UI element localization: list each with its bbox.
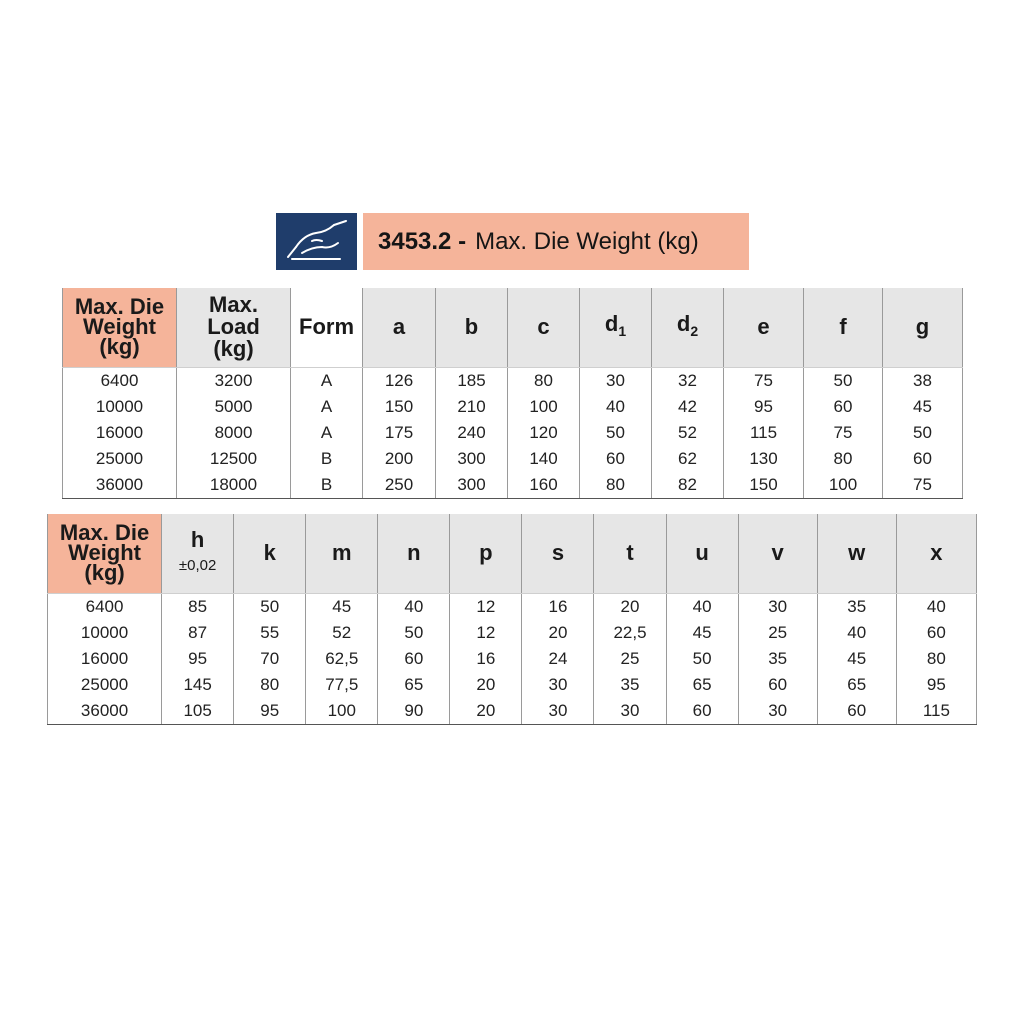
table-cell: 22,5 <box>594 620 666 646</box>
header-s: s <box>522 514 594 593</box>
header-k: k <box>234 514 306 593</box>
header-d2: $d_2$ <box>652 288 724 367</box>
table-cell: 75 <box>804 420 883 446</box>
table-cell: 95 <box>162 646 234 672</box>
header-f: f <box>804 288 883 367</box>
header-g: g <box>883 288 963 367</box>
table-cell: 75 <box>883 472 963 499</box>
table-cell: 40 <box>896 593 976 620</box>
header-d1: $d_1$ <box>580 288 652 367</box>
table-row <box>48 593 977 620</box>
table-cell: B <box>291 446 363 472</box>
table-row <box>48 672 977 698</box>
table-cell: 12500 <box>177 446 291 472</box>
table-cell: 150 <box>363 394 436 420</box>
table-cell: 60 <box>817 698 896 725</box>
table-cell: 240 <box>436 420 508 446</box>
header-t: t <box>594 514 666 593</box>
table-cell: 20 <box>450 672 522 698</box>
table-cell: 85 <box>162 593 234 620</box>
table-cell: 80 <box>234 672 306 698</box>
table-cell: 30 <box>738 593 817 620</box>
header-form: Form <box>291 288 363 367</box>
table-cell: 16000 <box>63 420 177 446</box>
table-cell: 12 <box>450 620 522 646</box>
table-cell: 70 <box>234 646 306 672</box>
header-max-load: Max. Load (kg) <box>177 288 291 367</box>
table-cell: 140 <box>508 446 580 472</box>
header-p: p <box>450 514 522 593</box>
table-cell: 50 <box>234 593 306 620</box>
table-cell: 55 <box>234 620 306 646</box>
table-cell: 115 <box>896 698 976 725</box>
table-cell: 8000 <box>177 420 291 446</box>
table-cell: 80 <box>804 446 883 472</box>
table-cell: 35 <box>594 672 666 698</box>
table-cell: 6400 <box>48 593 162 620</box>
table-cell: 42 <box>652 394 724 420</box>
table-cell: 36000 <box>48 698 162 725</box>
table-row <box>63 420 963 446</box>
table-cell: 5000 <box>177 394 291 420</box>
table-row <box>48 646 977 672</box>
table-cell: 80 <box>580 472 652 499</box>
table-cell: 130 <box>724 446 804 472</box>
table-cell: 82 <box>652 472 724 499</box>
table-cell: 16 <box>522 593 594 620</box>
table-cell: 45 <box>883 394 963 420</box>
title-code: 3453.2 - <box>378 227 467 255</box>
header-c: c <box>508 288 580 367</box>
table-cell: 10000 <box>48 620 162 646</box>
table-cell: 30 <box>522 698 594 725</box>
header-max-die-weight: Max. Die Weight (kg) <box>48 514 162 593</box>
table-cell: 300 <box>436 446 508 472</box>
table-row <box>63 367 963 394</box>
dimensions-table-2 <box>47 514 977 725</box>
table-cell: 65 <box>378 672 450 698</box>
table-row <box>48 620 977 646</box>
table-cell: 300 <box>436 472 508 499</box>
header-m: m <box>306 514 378 593</box>
table-cell: 36000 <box>63 472 177 499</box>
table-cell: 18000 <box>177 472 291 499</box>
hand-writing-icon <box>276 213 357 270</box>
table-cell: 210 <box>436 394 508 420</box>
table-cell: 12 <box>450 593 522 620</box>
table-cell: 25 <box>738 620 817 646</box>
table-cell: 250 <box>363 472 436 499</box>
table-cell: 50 <box>580 420 652 446</box>
table-cell: 95 <box>896 672 976 698</box>
table-cell: 90 <box>378 698 450 725</box>
table-cell: 20 <box>594 593 666 620</box>
table-cell: A <box>291 367 363 394</box>
header-a: a <box>363 288 436 367</box>
table-cell: 40 <box>666 593 738 620</box>
table-cell: 60 <box>378 646 450 672</box>
table-cell: 35 <box>817 593 896 620</box>
table-cell: 62 <box>652 446 724 472</box>
table-cell: 80 <box>896 646 976 672</box>
table-cell: 120 <box>508 420 580 446</box>
header-e: e <box>724 288 804 367</box>
header-w: w <box>817 514 896 593</box>
table-cell: 25000 <box>63 446 177 472</box>
table-cell: 50 <box>666 646 738 672</box>
table-row <box>63 472 963 499</box>
table-cell: 145 <box>162 672 234 698</box>
header-max-die-weight: Max. Die Weight (kg) <box>63 288 177 367</box>
table-cell: 105 <box>162 698 234 725</box>
table-cell: 20 <box>450 698 522 725</box>
table-cell: 6400 <box>63 367 177 394</box>
table-cell: 50 <box>804 367 883 394</box>
header-b: b <box>436 288 508 367</box>
dimensions-table-1 <box>62 288 963 499</box>
title-text: Max. Die Weight (kg) <box>475 227 699 255</box>
table-cell: 16000 <box>48 646 162 672</box>
table-cell: 30 <box>580 367 652 394</box>
table-cell: 60 <box>804 394 883 420</box>
table-cell: 38 <box>883 367 963 394</box>
table-cell: 35 <box>738 646 817 672</box>
header-h: h ±0,02 <box>162 514 234 593</box>
table-cell: 87 <box>162 620 234 646</box>
table-cell: 20 <box>522 620 594 646</box>
table-cell: 40 <box>817 620 896 646</box>
table-cell: 25000 <box>48 672 162 698</box>
table-cell: 100 <box>508 394 580 420</box>
table-cell: 32 <box>652 367 724 394</box>
table-cell: 175 <box>363 420 436 446</box>
table-cell: 60 <box>883 446 963 472</box>
table-cell: A <box>291 394 363 420</box>
table-cell: 60 <box>666 698 738 725</box>
table-cell: A <box>291 420 363 446</box>
table-cell: 100 <box>306 698 378 725</box>
table-cell: 100 <box>804 472 883 499</box>
table-cell: 3200 <box>177 367 291 394</box>
logo-box <box>276 213 357 270</box>
table-cell: 115 <box>724 420 804 446</box>
table-cell: 25 <box>594 646 666 672</box>
table-cell: 30 <box>738 698 817 725</box>
h-tolerance: ±0,02 <box>178 557 217 575</box>
table-cell: 65 <box>817 672 896 698</box>
header-v: v <box>738 514 817 593</box>
header-x: x <box>896 514 976 593</box>
table-cell: 52 <box>306 620 378 646</box>
table-cell: 160 <box>508 472 580 499</box>
table-cell: 62,5 <box>306 646 378 672</box>
table-cell: 60 <box>738 672 817 698</box>
table-cell: 80 <box>508 367 580 394</box>
header-u: u <box>666 514 738 593</box>
table-cell: 40 <box>378 593 450 620</box>
table-cell: 126 <box>363 367 436 394</box>
table-cell: 24 <box>522 646 594 672</box>
table-cell: 65 <box>666 672 738 698</box>
table-cell: 30 <box>594 698 666 725</box>
table-cell: 150 <box>724 472 804 499</box>
table-cell: 45 <box>817 646 896 672</box>
table-cell: 50 <box>883 420 963 446</box>
table-cell: 45 <box>306 593 378 620</box>
table-cell: 95 <box>724 394 804 420</box>
table-cell: 75 <box>724 367 804 394</box>
table-cell: 50 <box>378 620 450 646</box>
table-cell: 60 <box>896 620 976 646</box>
table-cell: 185 <box>436 367 508 394</box>
table-row <box>63 394 963 420</box>
header-n: n <box>378 514 450 593</box>
table-cell: 52 <box>652 420 724 446</box>
table-cell: 77,5 <box>306 672 378 698</box>
table-cell: 60 <box>580 446 652 472</box>
title-box <box>363 213 749 270</box>
table-row <box>48 698 977 725</box>
table-cell: 30 <box>522 672 594 698</box>
table-cell: 95 <box>234 698 306 725</box>
table-cell: 200 <box>363 446 436 472</box>
table-cell: 10000 <box>63 394 177 420</box>
table-cell: 40 <box>580 394 652 420</box>
table-cell: 16 <box>450 646 522 672</box>
table-cell: 45 <box>666 620 738 646</box>
table-row <box>63 446 963 472</box>
table-cell: B <box>291 472 363 499</box>
